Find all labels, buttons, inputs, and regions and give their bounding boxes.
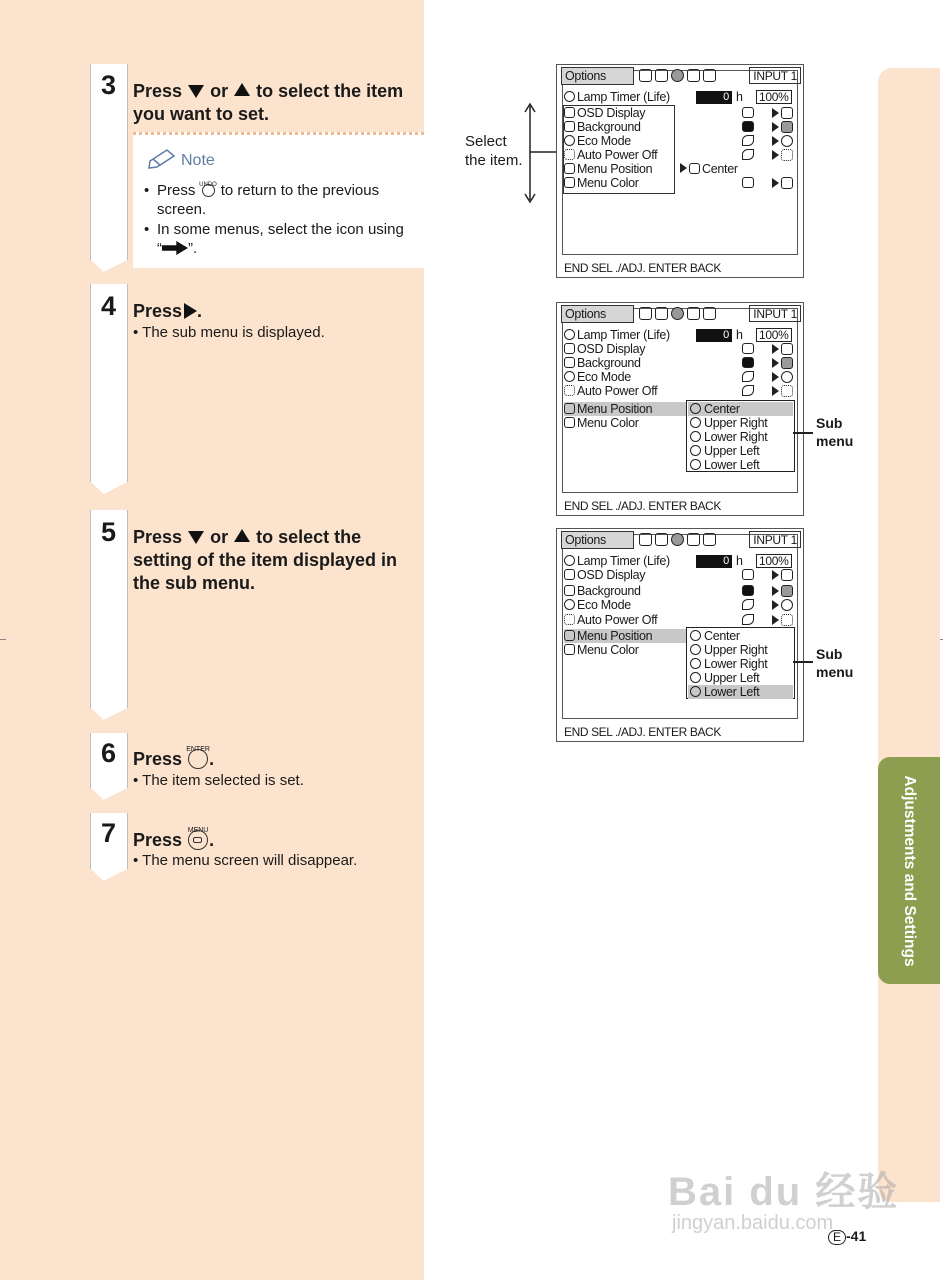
lamp-row bbox=[564, 554, 670, 568]
bullet-text: The menu screen will disappear. bbox=[142, 852, 358, 869]
sub-item[interactable] bbox=[688, 444, 793, 458]
lamp-unit: h bbox=[736, 554, 743, 568]
lamp-unit: h bbox=[736, 90, 743, 104]
value-icon bbox=[742, 177, 754, 188]
step-number: 6 bbox=[101, 738, 117, 768]
page-prefix: E bbox=[828, 1230, 846, 1245]
option-icon bbox=[781, 585, 793, 597]
option-icon bbox=[781, 135, 793, 147]
step-6-title: Press ENTER . bbox=[133, 748, 418, 771]
step-number: 5 bbox=[101, 517, 117, 547]
option-icon bbox=[781, 371, 793, 383]
option-icon bbox=[781, 343, 793, 355]
arrow-icon bbox=[772, 136, 779, 146]
note-text: to return to the previous screen. bbox=[157, 182, 380, 218]
background-icon bbox=[564, 357, 575, 368]
section-tab bbox=[878, 757, 940, 984]
step-text: to select the setting of the item displayed in the sub menu. bbox=[133, 527, 398, 593]
arrow-icon bbox=[772, 600, 779, 610]
value-icon bbox=[742, 614, 754, 625]
note-heading bbox=[147, 147, 215, 170]
value-icon bbox=[742, 107, 754, 118]
menu-item bbox=[564, 120, 641, 134]
step-text: Press bbox=[133, 81, 183, 101]
step-4-bullet: • The sub menu is displayed. bbox=[133, 324, 325, 341]
osd-menu-area bbox=[562, 89, 798, 239]
arrow-right-icon bbox=[162, 241, 188, 255]
current-position-value: Center bbox=[702, 162, 738, 176]
step-number: 3 bbox=[101, 70, 117, 100]
audio-tab-icon bbox=[655, 307, 668, 320]
lamp-row bbox=[564, 328, 670, 342]
osd-screen-2 bbox=[556, 302, 804, 516]
osd-display-icon bbox=[564, 343, 575, 354]
step-text: Press bbox=[133, 830, 183, 850]
option-icon bbox=[781, 149, 793, 161]
lamp-percent: 100% bbox=[756, 90, 792, 104]
note-text: ”. bbox=[188, 240, 198, 257]
position-icon bbox=[564, 163, 575, 174]
option-icon bbox=[781, 599, 793, 611]
osd-screen-1 bbox=[556, 64, 804, 278]
enter-button-icon bbox=[186, 746, 210, 769]
bullet-text: The sub menu is displayed. bbox=[142, 324, 325, 341]
center-icon bbox=[689, 163, 700, 174]
option-icon bbox=[781, 121, 793, 133]
watermark: Bai du 经验 bbox=[668, 1170, 900, 1214]
option-icon bbox=[781, 569, 793, 581]
position-icon bbox=[564, 630, 575, 641]
sub-item-label: Upper Right bbox=[704, 643, 768, 657]
osd-display-icon bbox=[564, 107, 575, 118]
menu-item-selected bbox=[564, 402, 686, 416]
menu-item-label: Menu Color bbox=[577, 416, 639, 430]
menu-item bbox=[564, 106, 645, 120]
step-3-title bbox=[133, 80, 418, 126]
color-icon bbox=[564, 177, 575, 188]
center-icon bbox=[690, 630, 701, 641]
menu-item-label: Menu Color bbox=[577, 643, 639, 657]
menu-item bbox=[564, 162, 652, 176]
step-4-title: Press . bbox=[133, 301, 203, 321]
section-tab-label: Adjustments and Settings bbox=[901, 774, 918, 967]
pencil-icon bbox=[147, 147, 181, 169]
center-icon bbox=[690, 403, 701, 414]
lamp-value: 0 bbox=[696, 555, 732, 568]
osd-tabs bbox=[639, 69, 716, 82]
lamp-label: Lamp Timer (Life) bbox=[577, 328, 670, 342]
value-icon bbox=[742, 121, 754, 132]
sub-item[interactable] bbox=[688, 643, 793, 657]
lamp-percent: 100% bbox=[756, 328, 792, 342]
sub-item-label: Center bbox=[704, 629, 740, 643]
menu-item bbox=[564, 643, 639, 657]
menu-item bbox=[564, 148, 657, 162]
color-icon bbox=[564, 417, 575, 428]
value-icon bbox=[742, 371, 754, 382]
up-arrow-icon bbox=[234, 529, 250, 542]
down-arrow-icon bbox=[188, 85, 204, 98]
options-tab-icon bbox=[671, 69, 684, 82]
step-text: or bbox=[210, 81, 229, 101]
value-icon bbox=[742, 149, 754, 160]
arrow-icon bbox=[772, 178, 779, 188]
undo-caption: UNDO bbox=[199, 182, 217, 188]
sub-item-label: Center bbox=[704, 402, 740, 416]
sub-menu-label: Sub menu bbox=[816, 415, 854, 449]
lower-right-icon bbox=[690, 431, 701, 442]
input-indicator: INPUT 1 bbox=[749, 531, 801, 548]
option-icon bbox=[781, 177, 793, 189]
menu-item bbox=[564, 370, 631, 384]
page-number bbox=[828, 1228, 866, 1245]
upper-right-icon bbox=[690, 644, 701, 655]
menu-item bbox=[564, 598, 631, 612]
value-icon bbox=[742, 343, 754, 354]
right-arrow-icon bbox=[184, 303, 197, 319]
arrow-icon bbox=[772, 615, 779, 625]
note-item bbox=[153, 181, 408, 219]
value-icon bbox=[742, 585, 754, 596]
sub-item-label: Upper Left bbox=[704, 444, 760, 458]
picture-tab-icon bbox=[639, 307, 652, 320]
down-arrow-icon bbox=[188, 531, 204, 544]
lower-left-icon bbox=[690, 459, 701, 470]
menu-item-label: Background bbox=[577, 584, 641, 598]
audio-tab-icon bbox=[655, 533, 668, 546]
input-indicator: INPUT 1 bbox=[749, 305, 801, 322]
osd-title: Options bbox=[561, 531, 634, 549]
option-icon bbox=[781, 385, 793, 397]
sub-menu bbox=[686, 627, 795, 699]
arrow-icon bbox=[772, 372, 779, 382]
menu-item-label: Menu Color bbox=[577, 176, 639, 190]
menu-item-label: OSD Display bbox=[577, 568, 646, 582]
option-icon bbox=[781, 614, 793, 626]
upper-right-icon bbox=[690, 417, 701, 428]
osd-title: Options bbox=[561, 305, 634, 323]
osd-tabs bbox=[639, 533, 716, 546]
sub-menu-label: Sub menu bbox=[816, 646, 854, 680]
lamp-value: 0 bbox=[696, 329, 732, 342]
input-indicator: INPUT 1 bbox=[749, 67, 801, 84]
sub-item-label: Upper Right bbox=[704, 416, 768, 430]
sub-item-label: Upper Left bbox=[704, 671, 760, 685]
lamp-icon bbox=[564, 555, 575, 566]
lamp-unit: h bbox=[736, 328, 743, 342]
lamp-icon bbox=[564, 91, 575, 102]
step-number: 4 bbox=[101, 291, 117, 321]
sub-item-label: Lower Left bbox=[704, 458, 760, 472]
value-icon bbox=[742, 135, 754, 146]
arrow-icon bbox=[680, 163, 687, 173]
menu-item bbox=[564, 568, 645, 582]
note-list bbox=[153, 181, 408, 259]
step-7-title: Press MENU . bbox=[133, 829, 418, 852]
arrow-icon bbox=[772, 122, 779, 132]
menu-item-label: Auto Power Off bbox=[577, 613, 658, 627]
sub-item[interactable] bbox=[688, 657, 793, 671]
osd-footer: END SEL ./ADJ. ENTER BACK bbox=[564, 725, 721, 739]
eco-icon bbox=[564, 599, 575, 610]
menu-item bbox=[564, 356, 641, 370]
display-tab-icon bbox=[703, 307, 716, 320]
menu-item bbox=[564, 176, 639, 190]
step-text: Press bbox=[133, 301, 183, 321]
menu-item-label: OSD Display bbox=[577, 342, 646, 356]
value-icon bbox=[742, 599, 754, 610]
options-tab-icon bbox=[671, 533, 684, 546]
power-icon bbox=[564, 614, 575, 625]
undo-button-icon bbox=[199, 182, 217, 197]
sub-item-label: Lower Right bbox=[704, 430, 768, 444]
osd-screen-3 bbox=[556, 528, 804, 742]
background-icon bbox=[564, 121, 575, 132]
color-icon bbox=[564, 644, 575, 655]
sub-menu bbox=[686, 400, 795, 472]
menu-item bbox=[564, 416, 639, 430]
lower-right-icon bbox=[690, 658, 701, 669]
osd-display-icon bbox=[564, 569, 575, 580]
enter-caption: ENTER bbox=[186, 746, 210, 753]
callout-line bbox=[793, 432, 813, 434]
value-icon bbox=[742, 385, 754, 396]
note-item bbox=[153, 220, 408, 258]
menu-item-label: Auto Power Off bbox=[577, 384, 658, 398]
display-tab-icon bbox=[703, 533, 716, 546]
lamp-row bbox=[564, 90, 670, 104]
sub-item[interactable] bbox=[688, 430, 793, 444]
sub-item[interactable] bbox=[688, 629, 793, 643]
step-text: Press bbox=[133, 527, 183, 547]
side-tab-background bbox=[878, 68, 940, 1202]
display-tab-icon bbox=[703, 69, 716, 82]
osd-menu-area bbox=[562, 553, 798, 723]
menu-item-label: Background bbox=[577, 356, 641, 370]
sub-item[interactable] bbox=[688, 402, 793, 416]
menu-item-label: Menu Position bbox=[577, 162, 653, 176]
select-label: Select the item. bbox=[465, 133, 523, 169]
option-icon bbox=[781, 107, 793, 119]
arrow-icon bbox=[772, 570, 779, 580]
lamp-icon bbox=[564, 329, 575, 340]
language-tab-icon bbox=[687, 307, 700, 320]
menu-item bbox=[564, 584, 641, 598]
step-5-title bbox=[133, 526, 418, 595]
menu-item-label: Background bbox=[577, 120, 641, 134]
position-icon bbox=[564, 403, 575, 414]
power-icon bbox=[564, 385, 575, 396]
options-tab-icon bbox=[671, 307, 684, 320]
picture-tab-icon bbox=[639, 533, 652, 546]
menu-item bbox=[564, 342, 645, 356]
menu-item bbox=[564, 134, 631, 148]
menu-item-label: Eco Mode bbox=[577, 134, 631, 148]
up-arrow-icon bbox=[234, 83, 250, 96]
menu-item-label: Menu Position bbox=[577, 629, 653, 643]
arrow-icon bbox=[772, 150, 779, 160]
upper-left-icon bbox=[690, 445, 701, 456]
menu-caption: MENU bbox=[187, 827, 209, 834]
osd-menu-area bbox=[562, 327, 798, 497]
osd-tabs bbox=[639, 307, 716, 320]
osd-footer: END SEL ./ADJ. ENTER BACK bbox=[564, 261, 721, 275]
sub-item-label: Lower Right bbox=[704, 657, 768, 671]
crop-mark bbox=[0, 639, 6, 640]
upper-left-icon bbox=[690, 672, 701, 683]
menu-item-label: Eco Mode bbox=[577, 370, 631, 384]
arrow-icon bbox=[772, 386, 779, 396]
arrow-icon bbox=[772, 108, 779, 118]
current-position bbox=[680, 162, 738, 176]
note-heading-text: Note bbox=[181, 152, 215, 169]
step-text: to select the item you want to set. bbox=[133, 81, 404, 124]
step-6-bullet: • The item selected is set. bbox=[133, 772, 304, 789]
lamp-label: Lamp Timer (Life) bbox=[577, 90, 670, 104]
arrow-icon bbox=[772, 586, 779, 596]
menu-button-icon bbox=[187, 827, 209, 850]
sub-item[interactable] bbox=[688, 671, 793, 685]
watermark-url: jingyan.baidu.com bbox=[672, 1212, 834, 1234]
step-text: or bbox=[210, 527, 229, 547]
menu-item bbox=[564, 613, 657, 627]
language-tab-icon bbox=[687, 69, 700, 82]
step-7-bullet: • The menu screen will disappear. bbox=[133, 852, 358, 869]
osd-footer: END SEL ./ADJ. ENTER BACK bbox=[564, 499, 721, 513]
lamp-label: Lamp Timer (Life) bbox=[577, 554, 670, 568]
bullet-text: The item selected is set. bbox=[142, 772, 304, 789]
language-tab-icon bbox=[687, 533, 700, 546]
value-icon bbox=[742, 357, 754, 368]
sub-item[interactable] bbox=[688, 685, 793, 699]
menu-item bbox=[564, 384, 657, 398]
sub-item[interactable] bbox=[688, 458, 793, 472]
eco-icon bbox=[564, 135, 575, 146]
page-number-text: -41 bbox=[846, 1228, 867, 1244]
lamp-value: 0 bbox=[696, 91, 732, 104]
menu-item-label: Menu Position bbox=[577, 402, 653, 416]
step-number: 7 bbox=[101, 818, 117, 848]
sub-item[interactable] bbox=[688, 416, 793, 430]
audio-tab-icon bbox=[655, 69, 668, 82]
background-icon bbox=[564, 585, 575, 596]
callout-line bbox=[793, 661, 813, 663]
select-arrow-icon bbox=[520, 102, 560, 204]
sub-item-label: Lower Left bbox=[704, 685, 760, 699]
menu-item-selected bbox=[564, 629, 686, 643]
power-icon bbox=[564, 149, 575, 160]
menu-glyph bbox=[193, 837, 202, 843]
step-text: Press bbox=[133, 749, 183, 769]
picture-tab-icon bbox=[639, 69, 652, 82]
lamp-percent: 100% bbox=[756, 554, 792, 568]
note-text: Press bbox=[157, 182, 196, 199]
arrow-icon bbox=[772, 358, 779, 368]
option-icon bbox=[781, 357, 793, 369]
menu-item-label: Eco Mode bbox=[577, 598, 631, 612]
menu-item-label: Auto Power Off bbox=[577, 148, 658, 162]
menu-item-label: OSD Display bbox=[577, 106, 646, 120]
note-text: In some menus, select the icon using “ bbox=[157, 221, 404, 257]
eco-icon bbox=[564, 371, 575, 382]
note-box bbox=[133, 132, 424, 268]
osd-title: Options bbox=[561, 67, 634, 85]
arrow-icon bbox=[772, 344, 779, 354]
value-icon bbox=[742, 569, 754, 580]
lower-left-icon bbox=[690, 686, 701, 697]
